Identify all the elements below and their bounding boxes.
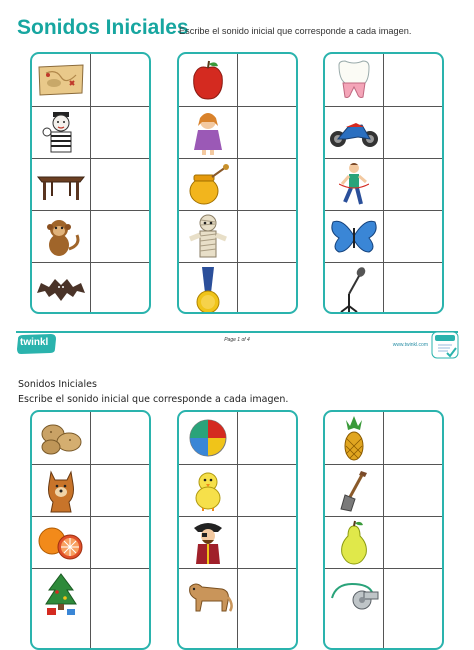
table-row [32,412,149,464]
answer-box[interactable] [238,517,296,568]
answer-box[interactable] [91,211,149,262]
table-row [32,158,149,210]
answer-box[interactable] [238,569,296,620]
answer-box[interactable] [91,107,149,158]
puma-icon [179,569,237,620]
answer-box[interactable] [238,107,296,158]
table-row [179,158,296,210]
twinkl-logo: twinkl [15,333,57,355]
table-row [179,464,296,516]
table-row [32,568,149,620]
answer-box[interactable] [384,211,442,262]
table-row [325,54,442,106]
table-row [179,412,296,464]
answer-box[interactable] [238,465,296,516]
table-icon [32,159,90,210]
ball-icon [179,412,237,464]
answer-box[interactable] [384,517,442,568]
mummy-icon [179,211,237,262]
answer-box[interactable] [91,263,149,314]
worksheet-table-1 [30,52,151,314]
answer-box[interactable] [91,569,149,620]
chick-icon [179,465,237,516]
table-row [32,210,149,262]
dog-icon [32,465,90,516]
monkey-icon [32,211,90,262]
doll-icon [179,107,237,158]
runner-icon [325,159,383,210]
answer-box[interactable] [91,159,149,210]
page-number: Page 1 of 4 [224,337,250,343]
answer-box[interactable] [238,159,296,210]
table-row [32,262,149,314]
answer-box[interactable] [384,107,442,158]
answer-box[interactable] [91,465,149,516]
table-row [32,464,149,516]
answer-box[interactable] [238,412,296,464]
table-row [325,158,442,210]
christmas-tree-icon [32,569,90,620]
answer-box[interactable] [384,465,442,516]
table-row [179,262,296,314]
table-row [32,106,149,158]
answer-box[interactable] [91,412,149,464]
table-row [179,210,296,262]
answer-box[interactable] [384,569,442,620]
table-row [325,106,442,158]
pineapple-icon [325,412,383,464]
page-2-title: Sonidos Iniciales [18,379,97,390]
medal-icon [179,263,237,314]
answer-box[interactable] [384,263,442,314]
orange-icon [32,517,90,568]
answer-box[interactable] [91,54,149,106]
answer-box[interactable] [384,159,442,210]
answer-box[interactable] [238,211,296,262]
website-link[interactable]: www.twinkl.com [392,342,428,348]
table-row [179,568,296,620]
microphone-icon [325,263,383,314]
table-row [325,412,442,464]
answer-box[interactable] [384,54,442,106]
molar-icon [325,54,383,106]
pirate-icon [179,517,237,568]
worksheet-table-4 [30,410,151,650]
potatoes-icon [32,412,90,464]
worksheet-table-2 [177,52,298,314]
motorcycle-icon [325,107,383,158]
table-row [179,516,296,568]
worksheet-table-6 [323,410,444,650]
table-row [32,54,149,106]
answer-box[interactable] [91,517,149,568]
table-row [325,516,442,568]
butterfly-icon [325,211,383,262]
worksheet-table-5 [177,410,298,650]
map-icon [32,54,90,106]
bat-icon [32,263,90,314]
answer-box[interactable] [238,54,296,106]
page-2-instructions: Escribe el sonido inicial que corresponde a cada imagen. [18,394,289,405]
table-row [179,106,296,158]
table-row [179,54,296,106]
table-row [32,516,149,568]
pear-icon [325,517,383,568]
answer-box[interactable] [238,263,296,314]
whistle-icon [325,569,383,620]
apple-icon [179,54,237,106]
answer-box[interactable] [384,412,442,464]
shovel-icon [325,465,383,516]
page-title: Sonidos Iniciales [17,16,189,39]
table-row [325,210,442,262]
table-row [325,568,442,620]
table-row [325,464,442,516]
instructions: Escribe el sonido inicial que corresponde a cada imagen. [179,26,412,36]
worksheet-table-3 [323,52,444,314]
table-row [325,262,442,314]
honey-pot-icon [179,159,237,210]
mime-icon [32,107,90,158]
footer-divider [16,331,458,333]
quality-badge-icon [431,331,459,359]
